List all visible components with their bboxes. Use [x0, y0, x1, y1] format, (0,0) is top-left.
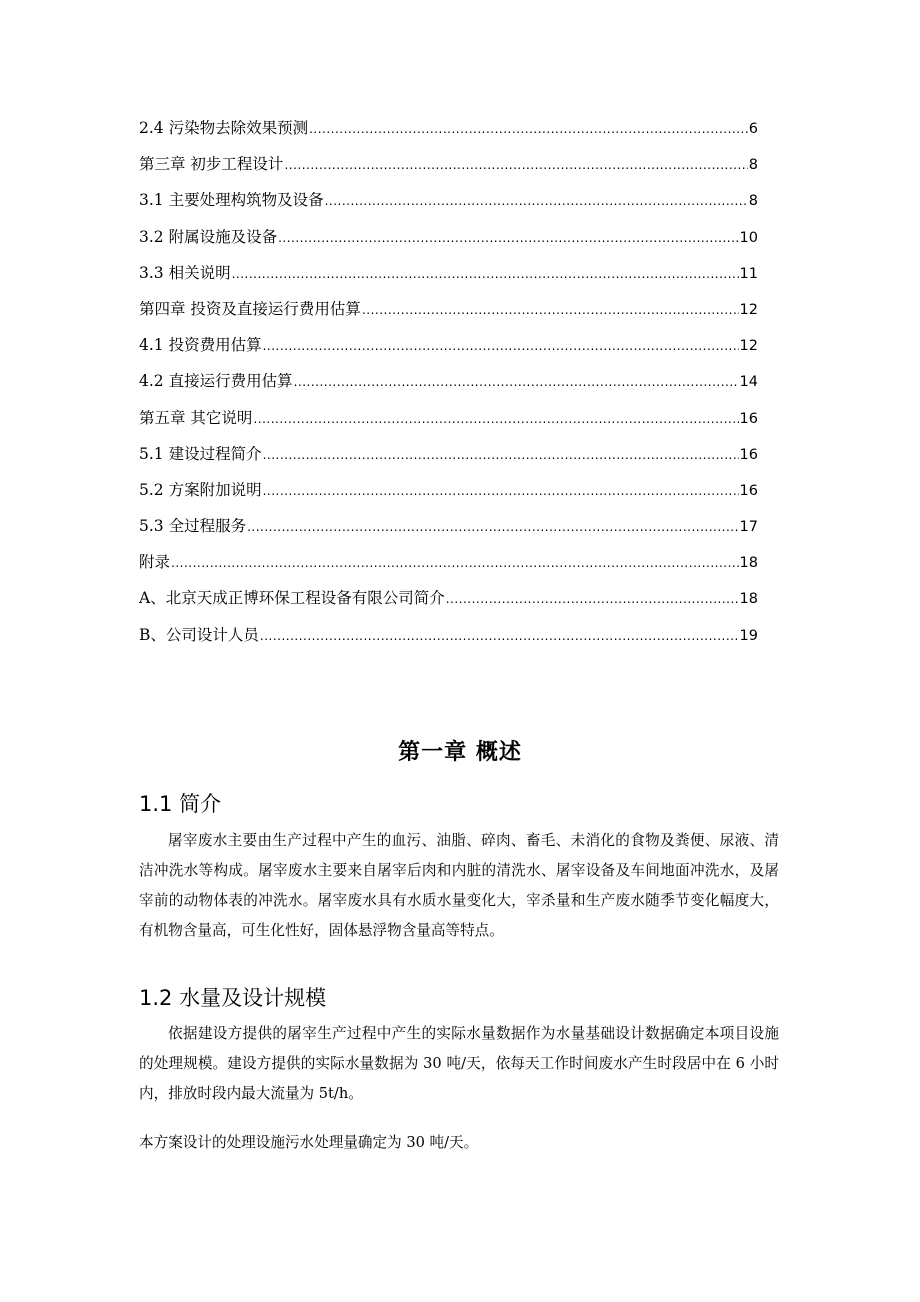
toc-entry-page: 16: [739, 410, 758, 427]
toc-leader-dots: [263, 481, 739, 501]
toc-entry-page: 17: [739, 519, 758, 536]
toc-leader-dots: [294, 372, 739, 392]
toc-leader-dots: [263, 336, 739, 356]
section-paragraph-conclusion: 本方案设计的处理设施污水处理量确定为 30 吨/天。: [139, 1134, 479, 1151]
table-of-contents: [139, 118, 758, 661]
section-paragraph-intro: 屠宰废水主要由生产过程中产生的血污、油脂、碎肉、畜毛、未消化的食物及粪便、尿液、清洁冲洗水等构成。屠宰废水主要来自屠宰后肉和内脏的清洗水、屠宰设备及车间地面冲洗水，及屠宰前的动物体表的冲洗水。屠宰废水具有水质水量变化大，宰杀量和生产废水随季节变化幅度大，有机物含量高，可生化性好，固体悬浮物含量高等特点。: [139, 832, 779, 939]
toc-entry[interactable]: [139, 625, 758, 661]
toc-entry-page: 10: [739, 229, 758, 246]
toc-entry[interactable]: [139, 516, 758, 552]
toc-entry-label: 4.2 直接运行费用估算: [139, 372, 293, 391]
toc-entry-label: 3.2 附属设施及设备: [139, 227, 278, 246]
toc-leader-dots: [171, 553, 739, 573]
toc-entry[interactable]: [139, 227, 758, 263]
toc-leader-dots: [446, 589, 739, 609]
toc-entry[interactable]: [139, 480, 758, 516]
toc-entry[interactable]: [139, 588, 758, 624]
section-heading-1-2: 1.2 水量及设计规模: [139, 986, 327, 1010]
toc-entry[interactable]: [139, 371, 758, 407]
toc-entry-label: 5.1 建设过程简介: [139, 444, 262, 463]
toc-entry-label: 附录: [139, 553, 171, 572]
section-heading-1-1: 1.1 简介: [139, 792, 222, 816]
toc-entry-page: 16: [739, 446, 758, 463]
toc-leader-dots: [232, 264, 739, 284]
toc-entry[interactable]: [139, 444, 758, 480]
toc-entry[interactable]: [139, 408, 758, 444]
toc-entry-label: 3.3 相关说明: [139, 263, 231, 282]
toc-entry[interactable]: [139, 154, 758, 190]
toc-entry-page: 8: [748, 157, 758, 174]
toc-leader-dots: [263, 445, 739, 465]
chapter-title: 第一章 概述: [398, 740, 522, 765]
toc-entry-label: 第三章 初步工程设计: [139, 155, 284, 174]
toc-entry-label: 5.2 方案附加说明: [139, 480, 262, 499]
toc-leader-dots: [253, 409, 738, 429]
toc-leader-dots: [247, 517, 738, 537]
toc-entry[interactable]: [139, 190, 758, 226]
toc-entry-page: 11: [739, 265, 758, 282]
toc-entry-page: 8: [748, 193, 758, 210]
toc-leader-dots: [325, 191, 748, 211]
toc-entry[interactable]: [139, 263, 758, 299]
toc-leader-dots: [309, 119, 748, 139]
toc-entry-page: 6: [748, 121, 758, 137]
toc-entry-label: 5.3 全过程服务: [139, 517, 247, 536]
toc-entry-label: A、北京天成正博环保工程设备有限公司简介: [139, 589, 445, 608]
toc-entry-label: 4.1 投资费用估算: [139, 336, 262, 355]
toc-entry-page: 16: [739, 482, 758, 499]
toc-leader-dots: [284, 155, 747, 175]
toc-entry-label: 第四章 投资及直接运行费用估算: [139, 299, 361, 318]
toc-entry-page: 14: [739, 374, 758, 391]
toc-entry-page: 19: [739, 627, 758, 644]
toc-entry-label: 2.4 污染物去除效果预测: [139, 119, 309, 137]
toc-entry-label: 3.1 主要处理构筑物及设备: [139, 191, 324, 210]
toc-entry-label: 第五章 其它说明: [139, 408, 253, 427]
toc-entry-page: 18: [739, 591, 758, 608]
toc-entry-page: 18: [739, 555, 758, 572]
toc-entry[interactable]: [139, 552, 758, 588]
toc-entry-page: 12: [739, 301, 758, 318]
toc-leader-dots: [260, 626, 739, 646]
toc-entry-page: 12: [739, 338, 758, 355]
toc-entry[interactable]: [139, 299, 758, 335]
toc-leader-dots: [278, 228, 738, 248]
toc-entry[interactable]: [139, 335, 758, 371]
section-paragraph-capacity: 依据建设方提供的屠宰生产过程中产生的实际水量数据作为水量基础设计数据确定本项目设施的处理规模。建设方提供的实际水量数据为 30 吨/天，依每天工作时间废水产生时段居中在 6 小时内，排放时段内最大流量为 5t/h。: [139, 1025, 779, 1102]
toc-entry[interactable]: [139, 118, 758, 154]
toc-leader-dots: [362, 300, 739, 320]
toc-entry-label: B、公司设计人员: [139, 625, 259, 644]
